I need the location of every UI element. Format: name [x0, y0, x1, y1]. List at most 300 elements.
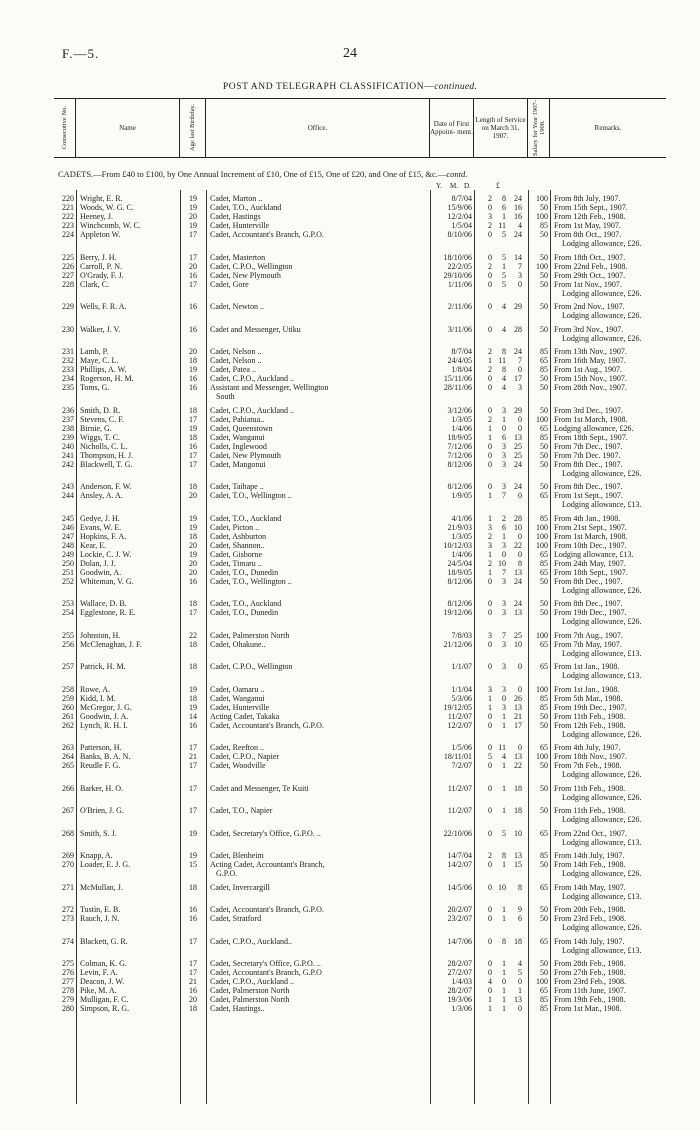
row-office: Cadet, Mangonui — [210, 459, 266, 469]
row-salary: 50 — [540, 783, 548, 793]
table-row — [54, 271, 666, 280]
row-months: 1 — [502, 806, 506, 815]
title-continued: continued. — [434, 82, 478, 92]
row-age: 18 — [189, 482, 197, 491]
row-age: 19 — [189, 221, 197, 230]
row-years: 0 — [488, 230, 492, 239]
row-remarks: From 24th May, 1907. — [554, 558, 626, 568]
row-name: Appleton W. — [80, 230, 121, 239]
row-name: Clark, C. — [80, 279, 110, 289]
row-number: 271 — [62, 882, 74, 892]
row-months: 3 — [502, 608, 506, 617]
row-months: 1 — [502, 720, 506, 730]
row-date: 2/11/06 — [447, 302, 472, 311]
row-days: 24 — [514, 482, 522, 491]
row-salary: 65 — [540, 549, 548, 559]
table-row — [54, 914, 666, 923]
row-days: 13 — [514, 752, 522, 761]
row-remarks: From 1st March, 1908. — [554, 531, 628, 541]
row-office: Cadet, Hastings — [210, 212, 261, 221]
row-age: 16 — [189, 441, 197, 451]
row-remarks: From 19th Feb., 1908. — [554, 995, 626, 1004]
row-age: 20 — [189, 558, 197, 568]
row-months: 4 — [502, 383, 506, 392]
row-days: 24 — [514, 459, 522, 469]
row-lodging-note: Lodging allowance, £26. — [562, 288, 642, 298]
row-salary: 50 — [540, 860, 548, 869]
header-remarks: Remarks. — [594, 124, 622, 132]
row-days: 24 — [514, 576, 522, 586]
row-name: Wallace, D. B. — [80, 599, 127, 608]
row-date: 11/2/07 — [447, 783, 472, 793]
table-row — [54, 523, 666, 532]
row-days: 25 — [514, 441, 522, 451]
row-salary: 85 — [540, 702, 548, 712]
row-months: 0 — [502, 549, 506, 559]
row-remarks: From 7th Dec., 1907. — [554, 441, 623, 451]
table-row — [54, 662, 666, 671]
row-number: 242 — [62, 459, 74, 469]
row-salary: 100 — [536, 540, 548, 550]
row-years: 0 — [488, 599, 492, 608]
table-row — [54, 752, 666, 761]
row-days: 10 — [514, 639, 522, 649]
row-number: 265 — [62, 761, 74, 770]
row-days: 0 — [518, 1004, 522, 1013]
row-remarks: From 3rd Dec., 1907. — [554, 405, 623, 415]
row-name: Blackett, G. R. — [80, 936, 128, 946]
row-age: 18 — [189, 599, 197, 608]
table-row-continuation — [54, 392, 666, 401]
row-number: 255 — [62, 630, 74, 640]
row-office: Cadet, Palmerston North — [210, 630, 290, 640]
row-remarks: From 2nd Nov., 1907. — [554, 302, 625, 311]
row-office: Cadet, C.P.O., Auckland .. — [210, 405, 294, 415]
row-office: Cadet, Marton .. — [210, 194, 263, 203]
row-name: Goodwin, J. A. — [80, 711, 129, 721]
row-office: Cadet, Queenstown — [210, 423, 273, 433]
table-row — [54, 356, 666, 365]
row-salary: 65 — [540, 567, 548, 577]
row-name: O'Brien, J. G. — [80, 806, 124, 815]
row-years: 0 — [488, 711, 492, 721]
row-remarks: From 4th Jan., 1908. — [554, 513, 621, 523]
row-name: Lamb, P. — [80, 347, 109, 356]
table-row — [54, 325, 666, 334]
table-row — [54, 640, 666, 649]
row-remarks: From 7th Feb., 1908. — [554, 761, 622, 770]
row-salary: 65 — [540, 423, 548, 433]
header-age: Age last Birthday. — [180, 99, 206, 157]
table-row — [54, 514, 666, 523]
row-office: Cadet, New Plymouth — [210, 270, 281, 280]
row-age: 18 — [189, 531, 197, 541]
row-salary: 100 — [536, 752, 548, 761]
row-months: 5 — [502, 828, 506, 838]
row-remarks: From 29th Oct., 1907. — [554, 270, 626, 280]
row-years: 0 — [488, 203, 492, 212]
row-days: 7 — [518, 356, 522, 365]
row-remarks: From 7th Aug., 1907. — [554, 630, 623, 640]
table-row — [54, 986, 666, 995]
row-name: Nicholls, C. L. — [80, 441, 128, 451]
table-row — [54, 568, 666, 577]
row-salary: 50 — [540, 482, 548, 491]
row-lodging-note: Lodging allowance, £26. — [562, 617, 642, 626]
row-months: 1 — [502, 959, 506, 968]
row-name: Rowe, A. — [80, 684, 110, 694]
row-remarks: From 22nd Feb., 1908. — [554, 261, 628, 271]
row-days: 8 — [518, 882, 522, 892]
row-years: 2 — [488, 851, 492, 860]
row-office: Cadet, C.P.O., Wellington — [210, 261, 293, 271]
row-years: 1 — [488, 491, 492, 500]
table-row-continuation — [54, 311, 666, 320]
row-remarks: From 18th Sept., 1907. — [554, 432, 628, 442]
row-office: Cadet, Blenheim — [210, 851, 264, 860]
row-office: Cadet and Messenger, Utiku — [210, 324, 301, 334]
table-row — [54, 460, 666, 469]
row-date: 27/2/07 — [447, 968, 472, 977]
row-number: 246 — [62, 522, 74, 532]
row-remarks: Lodging allowance, £26. — [554, 423, 634, 433]
row-remarks: From 23rd Feb., 1908. — [554, 977, 626, 986]
table-row — [54, 406, 666, 415]
row-years: 0 — [488, 914, 492, 923]
row-office: Cadet, C.P.O., Napier — [210, 752, 280, 761]
row-name: Carroll, P. N. — [80, 261, 122, 271]
row-months: 7 — [502, 491, 506, 500]
row-months: 11 — [498, 221, 506, 230]
row-days: 25 — [514, 630, 522, 640]
column-rule — [474, 190, 475, 1104]
row-age: 19 — [189, 851, 197, 860]
row-remarks: From 14th July, 1907. — [554, 936, 625, 946]
row-name: Whiteman, V. G. — [80, 576, 134, 586]
row-years: 1 — [488, 423, 492, 433]
row-remarks: From 8th Oct., 1907. — [554, 230, 622, 239]
row-lodging-note: Lodging allowance, £26. — [562, 923, 642, 932]
row-office: Cadet, Accountant's Branch, G.P.O — [210, 968, 322, 977]
row-years: 1 — [488, 702, 492, 712]
table-row — [54, 851, 666, 860]
row-date: 1/11/06 — [447, 279, 472, 289]
row-years: 2 — [488, 558, 492, 568]
row-number: 234 — [62, 374, 74, 383]
row-remarks: From 10th Dec., 1907. — [554, 540, 627, 550]
row-age: 17 — [189, 450, 197, 460]
row-salary: 100 — [536, 684, 548, 694]
row-remarks: From 18th Sept., 1907. — [554, 567, 628, 577]
row-months: 3 — [502, 662, 506, 671]
row-date: 8/10/06 — [447, 230, 472, 239]
row-salary: 50 — [540, 720, 548, 730]
row-salary: 85 — [540, 558, 548, 568]
row-remarks: From 1st Jan., 1908. — [554, 662, 620, 671]
table-row-continuation — [54, 793, 666, 802]
row-years: 2 — [488, 531, 492, 541]
row-remarks: From 7th Dec. 1907. — [554, 450, 621, 460]
row-remarks: From 18th Oct., 1907. — [554, 252, 626, 262]
row-age: 17 — [189, 959, 197, 968]
row-salary: 100 — [536, 194, 548, 203]
row-remarks: From 3rd Nov., 1907. — [554, 324, 624, 334]
row-lodging-note: Lodging allowance, £13. — [562, 891, 642, 901]
row-date: 5/3/06 — [451, 693, 472, 703]
row-office: Cadet, Oamaru .. — [210, 684, 265, 694]
row-office: Cadet, Newton .. — [210, 302, 264, 311]
row-years: 0 — [488, 905, 492, 914]
table-row — [54, 302, 666, 311]
row-days: 3 — [518, 270, 522, 280]
row-days: 21 — [514, 711, 522, 721]
row-name: Winchcomb, W. C. — [80, 221, 141, 230]
header-date: Date of First Appoint- ment. — [430, 99, 474, 157]
row-salary: 50 — [540, 905, 548, 914]
row-salary: 65 — [540, 743, 548, 752]
row-number: 228 — [62, 279, 74, 289]
row-date: 14/2/07 — [447, 860, 472, 869]
row-age: 16 — [189, 576, 197, 586]
table-row — [54, 253, 666, 262]
row-days: 0 — [518, 423, 522, 433]
row-remarks: From 8th Dec., 1907. — [554, 459, 623, 469]
row-name: Rauch, J. N. — [80, 914, 120, 923]
row-name: Barker, H. O. — [80, 783, 123, 793]
row-salary: 65 — [540, 639, 548, 649]
row-salary: 85 — [540, 365, 548, 374]
table-row — [54, 905, 666, 914]
row-name: Wright, E. R. — [80, 194, 123, 203]
row-months: 1 — [502, 995, 506, 1004]
row-name: Colman, K. G. — [80, 959, 127, 968]
row-name: Phillips, A. W. — [80, 365, 127, 374]
row-name: Maye, C. L. — [80, 356, 119, 365]
row-months: 1 — [502, 761, 506, 770]
row-date: 7/12/06 — [447, 450, 472, 460]
row-name: Patrick, H. M. — [80, 662, 126, 671]
row-age: 16 — [189, 720, 197, 730]
row-months: 2 — [502, 513, 506, 523]
row-office: Cadet, C.P.O., Auckland .. — [210, 977, 294, 986]
row-date: 18/9/05 — [447, 567, 472, 577]
table-row — [54, 550, 666, 559]
title-main: POST AND TELEGRAPH CLASSIFICATION— — [222, 82, 435, 92]
row-name: Egglestone, R. E. — [80, 608, 136, 617]
table-row — [54, 599, 666, 608]
row-salary: 50 — [540, 230, 548, 239]
table-header — [54, 98, 666, 158]
row-salary: 100 — [536, 630, 548, 640]
table-row-continuation — [54, 815, 666, 824]
row-name: Evans, W. E. — [80, 522, 122, 532]
row-office: Cadet, New Plymouth — [210, 450, 281, 460]
row-salary: 50 — [540, 270, 548, 280]
row-days: 5 — [518, 968, 522, 977]
table-row — [54, 194, 666, 203]
row-days: 13 — [514, 995, 522, 1004]
row-age: 21 — [189, 752, 197, 761]
row-name: Wiggs, T. C. — [80, 432, 121, 442]
table-row — [54, 743, 666, 752]
row-number: 280 — [62, 1004, 74, 1013]
row-months: 4 — [502, 302, 506, 311]
row-age: 19 — [189, 702, 197, 712]
row-name: Lynch, R. H. I. — [80, 720, 128, 730]
row-age: 18 — [189, 662, 197, 671]
row-office: Cadet, T.O., Napier — [210, 806, 273, 815]
row-number: 273 — [62, 914, 74, 923]
row-age: 19 — [189, 423, 197, 433]
row-salary: 50 — [540, 576, 548, 586]
table-row — [54, 433, 666, 442]
row-age: 17 — [189, 414, 197, 424]
row-salary: 50 — [540, 806, 548, 815]
row-name: Banks, B. A. N. — [80, 752, 131, 761]
row-name: Simpson, R. G. — [80, 1004, 130, 1013]
row-remarks: From 8th Dec., 1907. — [554, 482, 623, 491]
row-months: 6 — [502, 432, 506, 442]
row-remarks: From 1st May, 1907. — [554, 221, 621, 230]
row-years: 1 — [488, 356, 492, 365]
row-months: 8 — [502, 936, 506, 946]
table-row-continuation — [54, 838, 666, 847]
row-number: 279 — [62, 995, 74, 1004]
row-date: 1/4/03 — [451, 977, 472, 986]
row-years: 2 — [488, 414, 492, 424]
header-salary: Salary for Year 1907-1908. — [528, 99, 550, 157]
row-salary: 50 — [540, 914, 548, 923]
row-age: 18 — [189, 432, 197, 442]
row-age: 16 — [189, 324, 197, 334]
row-days: 18 — [514, 936, 522, 946]
table-row-continuation — [54, 869, 666, 878]
row-date: 21/12/06 — [443, 639, 472, 649]
row-months: 11 — [498, 356, 506, 365]
row-office: Cadet, Pahiatua.. — [210, 414, 265, 424]
row-years: 0 — [488, 936, 492, 946]
row-age: 19 — [189, 549, 197, 559]
row-years: 2 — [488, 347, 492, 356]
row-days: 18 — [514, 783, 522, 793]
row-age: 20 — [189, 491, 197, 500]
row-salary: 65 — [540, 828, 548, 838]
row-date: 22/2/05 — [447, 261, 472, 271]
row-days: 10 — [514, 522, 522, 532]
table-row-continuation — [54, 923, 666, 932]
row-date: 8/7/04 — [451, 194, 472, 203]
row-date: 1/5/06 — [451, 743, 472, 752]
row-years: 1 — [488, 693, 492, 703]
row-name: Birnie, G. — [80, 423, 112, 433]
row-name: Toms, G. — [80, 383, 110, 392]
row-age: 15 — [189, 860, 197, 869]
table-row — [54, 995, 666, 1004]
row-age: 16 — [189, 374, 197, 383]
row-months: 10 — [498, 558, 506, 568]
row-days: 13 — [514, 851, 522, 860]
column-rule — [206, 190, 207, 1104]
row-lodging-note: Lodging allowance, £26. — [562, 239, 642, 248]
row-office: Cadet, Nelson .. — [210, 356, 262, 365]
row-age: 17 — [189, 230, 197, 239]
page-id: F.—5. — [62, 46, 100, 61]
row-days: 16 — [514, 212, 522, 221]
row-salary: 50 — [540, 405, 548, 415]
row-remarks: From 14th Feb., 1908. — [554, 860, 626, 869]
row-salary: 50 — [540, 599, 548, 608]
row-remarks: From 11th Feb., 1908. — [554, 711, 626, 721]
table-row — [54, 230, 666, 239]
row-office: Cadet, T.O., Auckland — [210, 513, 282, 523]
row-years: 1 — [488, 549, 492, 559]
row-date: 8/12/06 — [447, 482, 472, 491]
row-days: 17 — [514, 374, 522, 383]
row-remarks: From 1st Mar., 1908. — [554, 1004, 622, 1013]
row-date: 3/11/06 — [447, 324, 472, 334]
row-months: 7 — [502, 630, 506, 640]
row-number: 232 — [62, 356, 74, 365]
row-remarks: From 8th July, 1907. — [554, 194, 621, 203]
row-years: 1 — [488, 513, 492, 523]
row-remarks: From 20th Feb., 1908. — [554, 905, 626, 914]
row-date: 8/12/06 — [447, 599, 472, 608]
row-number: 221 — [62, 203, 74, 212]
row-months: 8 — [502, 851, 506, 860]
row-months: 11 — [498, 743, 506, 752]
row-years: 0 — [488, 720, 492, 730]
row-date: 28/11/06 — [443, 383, 472, 392]
row-salary: 85 — [540, 1004, 548, 1013]
table-row — [54, 977, 666, 986]
table-row — [54, 365, 666, 374]
row-age: 16 — [189, 302, 197, 311]
row-office: Cadet, T.O., Auckland — [210, 599, 282, 608]
table-row-continuation — [54, 617, 666, 626]
row-months: 1 — [502, 531, 506, 541]
row-number: 229 — [62, 302, 74, 311]
row-office: Cadet, Accountant's Branch, G.P.O. — [210, 905, 324, 914]
row-days: 7 — [518, 261, 522, 271]
row-office: Cadet, T.O., Auckland — [210, 203, 282, 212]
row-remarks: From 15th Nov., 1907. — [554, 374, 627, 383]
row-number: 220 — [62, 194, 74, 203]
row-age: 20 — [189, 212, 197, 221]
row-salary: 85 — [540, 347, 548, 356]
row-date: 24/4/05 — [447, 356, 472, 365]
row-months: 3 — [502, 482, 506, 491]
row-number: 272 — [62, 905, 74, 914]
unit-pound: £ — [496, 181, 500, 190]
row-years: 3 — [488, 522, 492, 532]
table-row-continuation — [54, 946, 666, 955]
row-remarks: From 28th Feb., 1908. — [554, 959, 626, 968]
row-salary: 50 — [540, 441, 548, 451]
row-salary: 65 — [540, 882, 548, 892]
row-name: Smith, S. J. — [80, 828, 117, 838]
row-office: Cadet, Secretary's Office, G.P.O. .. — [210, 959, 321, 968]
row-age: 17 — [189, 459, 197, 469]
row-date: 1/3/05 — [451, 414, 472, 424]
table-row-continuation — [54, 239, 666, 248]
row-number: 267 — [62, 806, 74, 815]
row-days: 4 — [518, 221, 522, 230]
table-row — [54, 883, 666, 892]
row-date: 20/2/07 — [447, 905, 472, 914]
row-days: 0 — [518, 684, 522, 694]
row-name: Woods, W. G. C. — [80, 203, 134, 212]
row-remarks: From 19th Dec., 1907. — [554, 608, 627, 617]
